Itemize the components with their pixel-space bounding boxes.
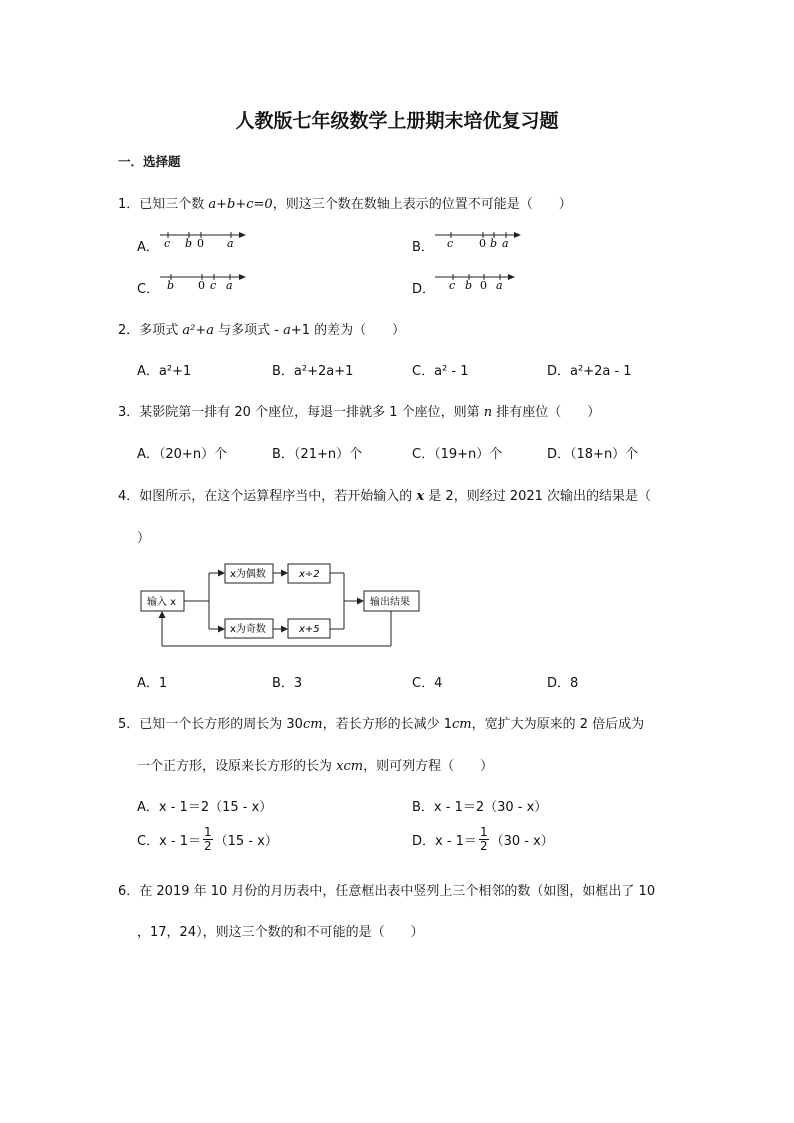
q1-option-d-number-line bbox=[433, 268, 529, 294]
q2-option-d: D．a²+2a - 1 bbox=[547, 364, 632, 379]
q1c-mark-b: b bbox=[167, 279, 175, 292]
q1c-mark-a: a bbox=[226, 279, 233, 292]
q1-option-a-label: A． bbox=[137, 240, 159, 255]
q1-option-c-number-line bbox=[158, 268, 254, 294]
q1a-mark-b: b bbox=[185, 237, 193, 250]
q4-option-a: A．1 bbox=[137, 676, 168, 691]
q1d-mark-b: b bbox=[465, 279, 473, 292]
q1-option-c-label: C． bbox=[137, 282, 160, 297]
question-1-stem: 1．已知三个数 a+b+c=0，则这三个数在数轴上表示的位置不可能是（ ） bbox=[118, 197, 572, 212]
flow-op-odd-text: x+5 bbox=[299, 624, 320, 635]
q1b-mark-b: b bbox=[490, 237, 498, 250]
q3-option-c: C．（19+n）个 bbox=[412, 447, 503, 462]
question-2-stem: 2．多项式 a²+a 与多项式 - a+1 的差为（ ） bbox=[118, 323, 406, 338]
q4-option-c: C．4 bbox=[412, 676, 443, 691]
q3-option-a: A．（20+n）个 bbox=[137, 447, 228, 462]
flow-op-even-text: x÷2 bbox=[299, 569, 320, 580]
q1-option-b-label: B． bbox=[412, 240, 434, 255]
q1b-mark-0: 0 bbox=[479, 237, 486, 250]
q1-option-a-number-line bbox=[158, 226, 254, 252]
q2-option-c: C．a² - 1 bbox=[412, 364, 469, 379]
q1a-mark-c: c bbox=[164, 237, 171, 250]
q1b-mark-c: c bbox=[447, 237, 454, 250]
q5-option-a: A．x - 1＝2（15 - x） bbox=[137, 800, 273, 815]
q3-option-d: D．（18+n）个 bbox=[547, 447, 639, 462]
q2-option-a: A．a²+1 bbox=[137, 364, 192, 379]
q1d-mark-0: 0 bbox=[480, 279, 487, 292]
q1b-mark-a: a bbox=[502, 237, 509, 250]
q4-option-b: B．3 bbox=[272, 676, 303, 691]
flow-even-text: x为偶数 bbox=[230, 569, 266, 580]
flow-input-text: 输入 x bbox=[147, 597, 177, 608]
q5-option-c: C．x - 1＝ $\frac{1}{2}$ （15 - x） bbox=[137, 825, 278, 853]
question-4-stem-end: ） bbox=[137, 531, 151, 546]
q1a-mark-0: 0 bbox=[197, 237, 204, 250]
flow-odd-text: x为奇数 bbox=[230, 624, 266, 635]
q1-option-d-label: D． bbox=[412, 282, 436, 297]
question-5-stem-line2: 一个正方形，设原来长方形的长为 xcm，则可列方程（ ） bbox=[137, 759, 494, 774]
q2-option-b: B．a²+2a+1 bbox=[272, 364, 354, 379]
flow-output-text: 输出结果 bbox=[370, 597, 410, 608]
page-title: 人教版七年级数学上册期末培优复习题 bbox=[235, 110, 559, 132]
q1-option-b-number-line bbox=[433, 226, 529, 252]
q1c-mark-0: 0 bbox=[198, 279, 205, 292]
q4-flowchart bbox=[136, 555, 426, 651]
q1c-mark-c: c bbox=[210, 279, 217, 292]
fraction-one-half: $\frac{1}{2}$ bbox=[204, 825, 212, 853]
q5-option-d: D．x - 1＝ $\frac{1}{2}$ （30 - x） bbox=[412, 825, 554, 853]
q5-option-b: B．x - 1＝2（30 - x） bbox=[412, 800, 548, 815]
q3-option-b: B．（21+n）个 bbox=[272, 447, 363, 462]
fraction-one-half: $\frac{1}{2}$ bbox=[479, 825, 488, 853]
question-6-stem-line1: 6．在 2019 年 10 月份的月历表中，任意框出表中竖列上三个相邻的数（如图，如框出了 10 bbox=[118, 884, 656, 899]
question-5-stem-line1: 5．已知一个长方形的周长为 30cm，若长方形的长减少 1cm，宽扩大为原来的 2 倍后成为 bbox=[118, 717, 645, 732]
q1d-mark-a: a bbox=[496, 279, 503, 292]
q1a-mark-a: a bbox=[227, 237, 234, 250]
question-4-stem: 4．如图所示，在这个运算程序当中，若开始输入的 x 是 2，则经过 2021 次输出的结果是（ bbox=[118, 489, 652, 504]
question-3-stem: 3．某影院第一排有 20 个座位，每退一排就多 1 个座位，则第 n 排有座位（ ） bbox=[118, 405, 601, 420]
q4-option-d: D．8 bbox=[547, 676, 579, 691]
question-6-stem-line2: ，17，24），则这三个数的和不可能的是（ ） bbox=[137, 925, 424, 940]
q1d-mark-c: c bbox=[449, 279, 456, 292]
section-heading: 一．选择题 bbox=[118, 154, 181, 169]
